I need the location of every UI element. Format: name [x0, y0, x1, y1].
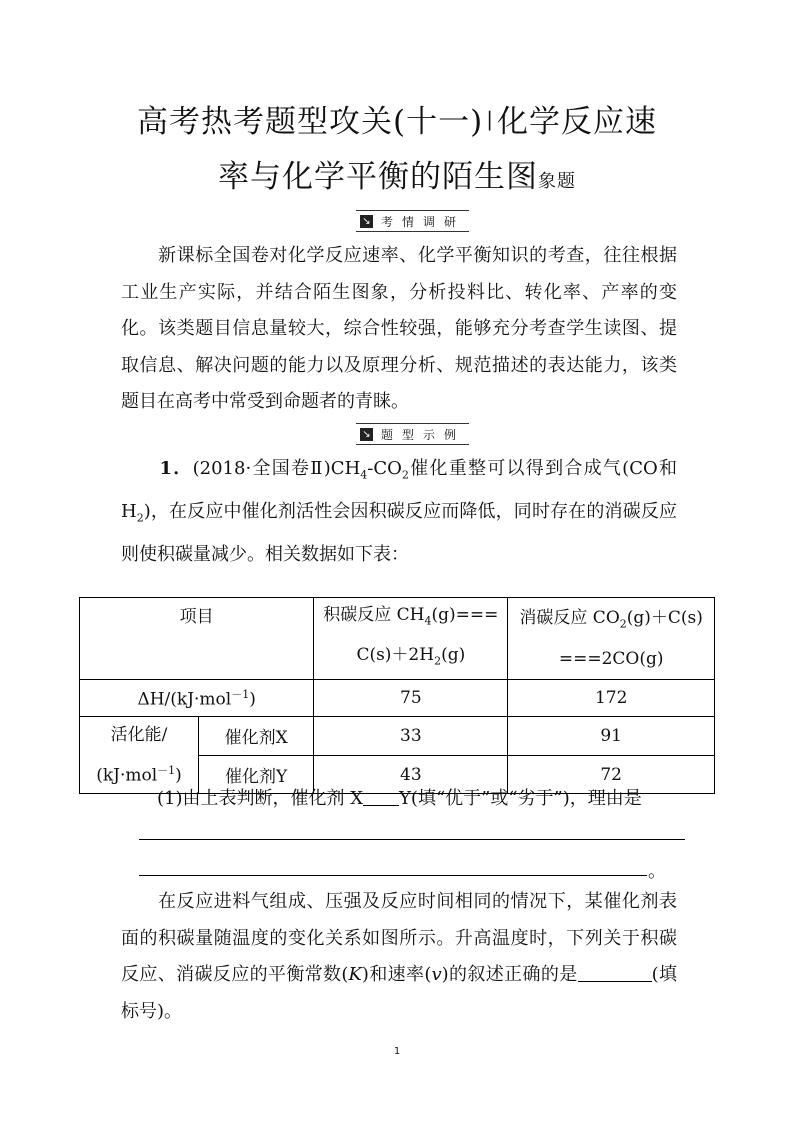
cell-text: 积碳反应 CH: [323, 605, 425, 625]
row-label-dh: [80, 679, 314, 716]
cell-text: 消碳反应 CO: [519, 608, 620, 629]
section-label: 题型示例: [380, 427, 465, 442]
question-index: 1．: [159, 458, 193, 479]
para-text: )的叙述正确的是: [441, 964, 578, 985]
table-row: [80, 598, 715, 680]
header-carbon-deposition: 积碳反应 $CH_4(g)===$ $C(s)+2H_2(g)$: [314, 598, 508, 680]
question-source: (2018·全国卷Ⅱ): [192, 458, 331, 479]
title-separator: |: [486, 107, 494, 131]
cell-text: ): [175, 765, 182, 786]
data-table: [79, 597, 715, 794]
header-carbon-elimination: 消碳反应 $CO_2(g)+C(s)$ ===2CO(g): [508, 598, 715, 680]
cell-value: 72: [508, 755, 715, 794]
section-badge-examples: [356, 423, 469, 445]
title-part: 化学反应速: [496, 104, 657, 140]
cell-text: 活化能/: [110, 724, 168, 745]
cell-text: (g)＋C(s): [626, 608, 703, 629]
stem-text: )，在反应中催化剂活性会因积碳反应而降低，同时存在的消碳反应则使积碳量减少。相关数据如下表：: [121, 501, 677, 566]
answer-blank[interactable]: [363, 789, 399, 806]
cell-value: 43: [314, 755, 508, 794]
intro-paragraph: [121, 238, 677, 421]
answer-blank[interactable]: [578, 965, 652, 982]
cell-text: ): [249, 689, 256, 710]
cell-text: C(s)＋2H: [356, 645, 435, 666]
page-number: 1: [393, 1046, 401, 1057]
cell-text: ===2CO(g): [558, 648, 664, 669]
stem-text: 催化重整可以得到合成气(CO和H: [121, 458, 677, 523]
title-part: 率与化学平衡的陌生图: [218, 159, 538, 195]
sub-question-text: (1)由上表判断，催化剂 X: [157, 788, 364, 809]
cell-value: 91: [508, 716, 715, 755]
intro-text: 新课标全国卷对化学反应速率、化学平衡知识的考查，往往根据工业生产实际，并结合陌生图象，分析投料比、转化率、产率的变化。该类题目信息量较大，综合性较强，能够充分考查学生读图、提取信息、解决问题的能力以及原理分析、规范描述的表达能力，该类题目在高考中常受到命题者的青睐。: [121, 245, 678, 412]
superscript: －1: [231, 687, 250, 701]
symbol-v: v: [431, 964, 442, 985]
title-part: 高考热考题型攻关(十一): [137, 104, 484, 140]
answer-line[interactable]: [139, 839, 685, 840]
cell-value: 172: [508, 679, 715, 716]
header-item: 项目: [80, 598, 314, 680]
arrow-icon: ↘: [360, 428, 373, 441]
row-label-catalyst-y: 催化剂Y: [199, 755, 314, 794]
table-row: [80, 716, 715, 755]
sub-question-1: [121, 781, 681, 817]
period-mark: 。: [648, 861, 666, 882]
question-paragraph: [121, 884, 677, 1030]
symbol-k: K: [348, 964, 362, 985]
section-label: 考情调研: [380, 214, 465, 229]
para-text: 在反应进料气组成、压强及反应时间相同的情况下，某催化剂表面的积碳量随温度的变化关系如图所示。升高温度时，下列关于积碳反应、消碳反应的平衡常数(: [121, 891, 678, 985]
superscript: －1: [157, 763, 176, 777]
section-badge-survey: [356, 210, 469, 232]
para-text: )和速率(: [361, 964, 432, 985]
cell-text: (kJ·mol: [96, 765, 158, 786]
page-title-line2: [0, 151, 794, 196]
answer-line[interactable]: [139, 875, 647, 876]
cell-value: 75: [314, 679, 508, 716]
para-text: (填标号)。: [121, 964, 678, 1022]
title-small-part: 象题: [538, 171, 576, 192]
cell-text: (g)===: [431, 605, 499, 625]
cell-value: 33: [314, 716, 508, 755]
sub-question-text: Y(填“优于”或“劣于”)，理由是: [399, 788, 642, 809]
table-row: [80, 679, 715, 716]
row-label-catalyst-x: 催化剂X: [199, 716, 314, 755]
arrow-icon: ↘: [360, 215, 373, 228]
page-title-line1: [0, 96, 794, 141]
question-stem: 1．(2018·全国卷$Ⅱ)CH_4-CO_2$催化重整可以得到合成气(CO和$H_2$)，在反应中催化剂活性会因积碳反应而降低，同时存在的消碳反应则使积碳量减少。相关数据如下表：: [121, 458, 677, 566]
cell-text: (g): [441, 645, 466, 666]
cell-text: ΔH/(kJ·mol: [137, 689, 232, 710]
